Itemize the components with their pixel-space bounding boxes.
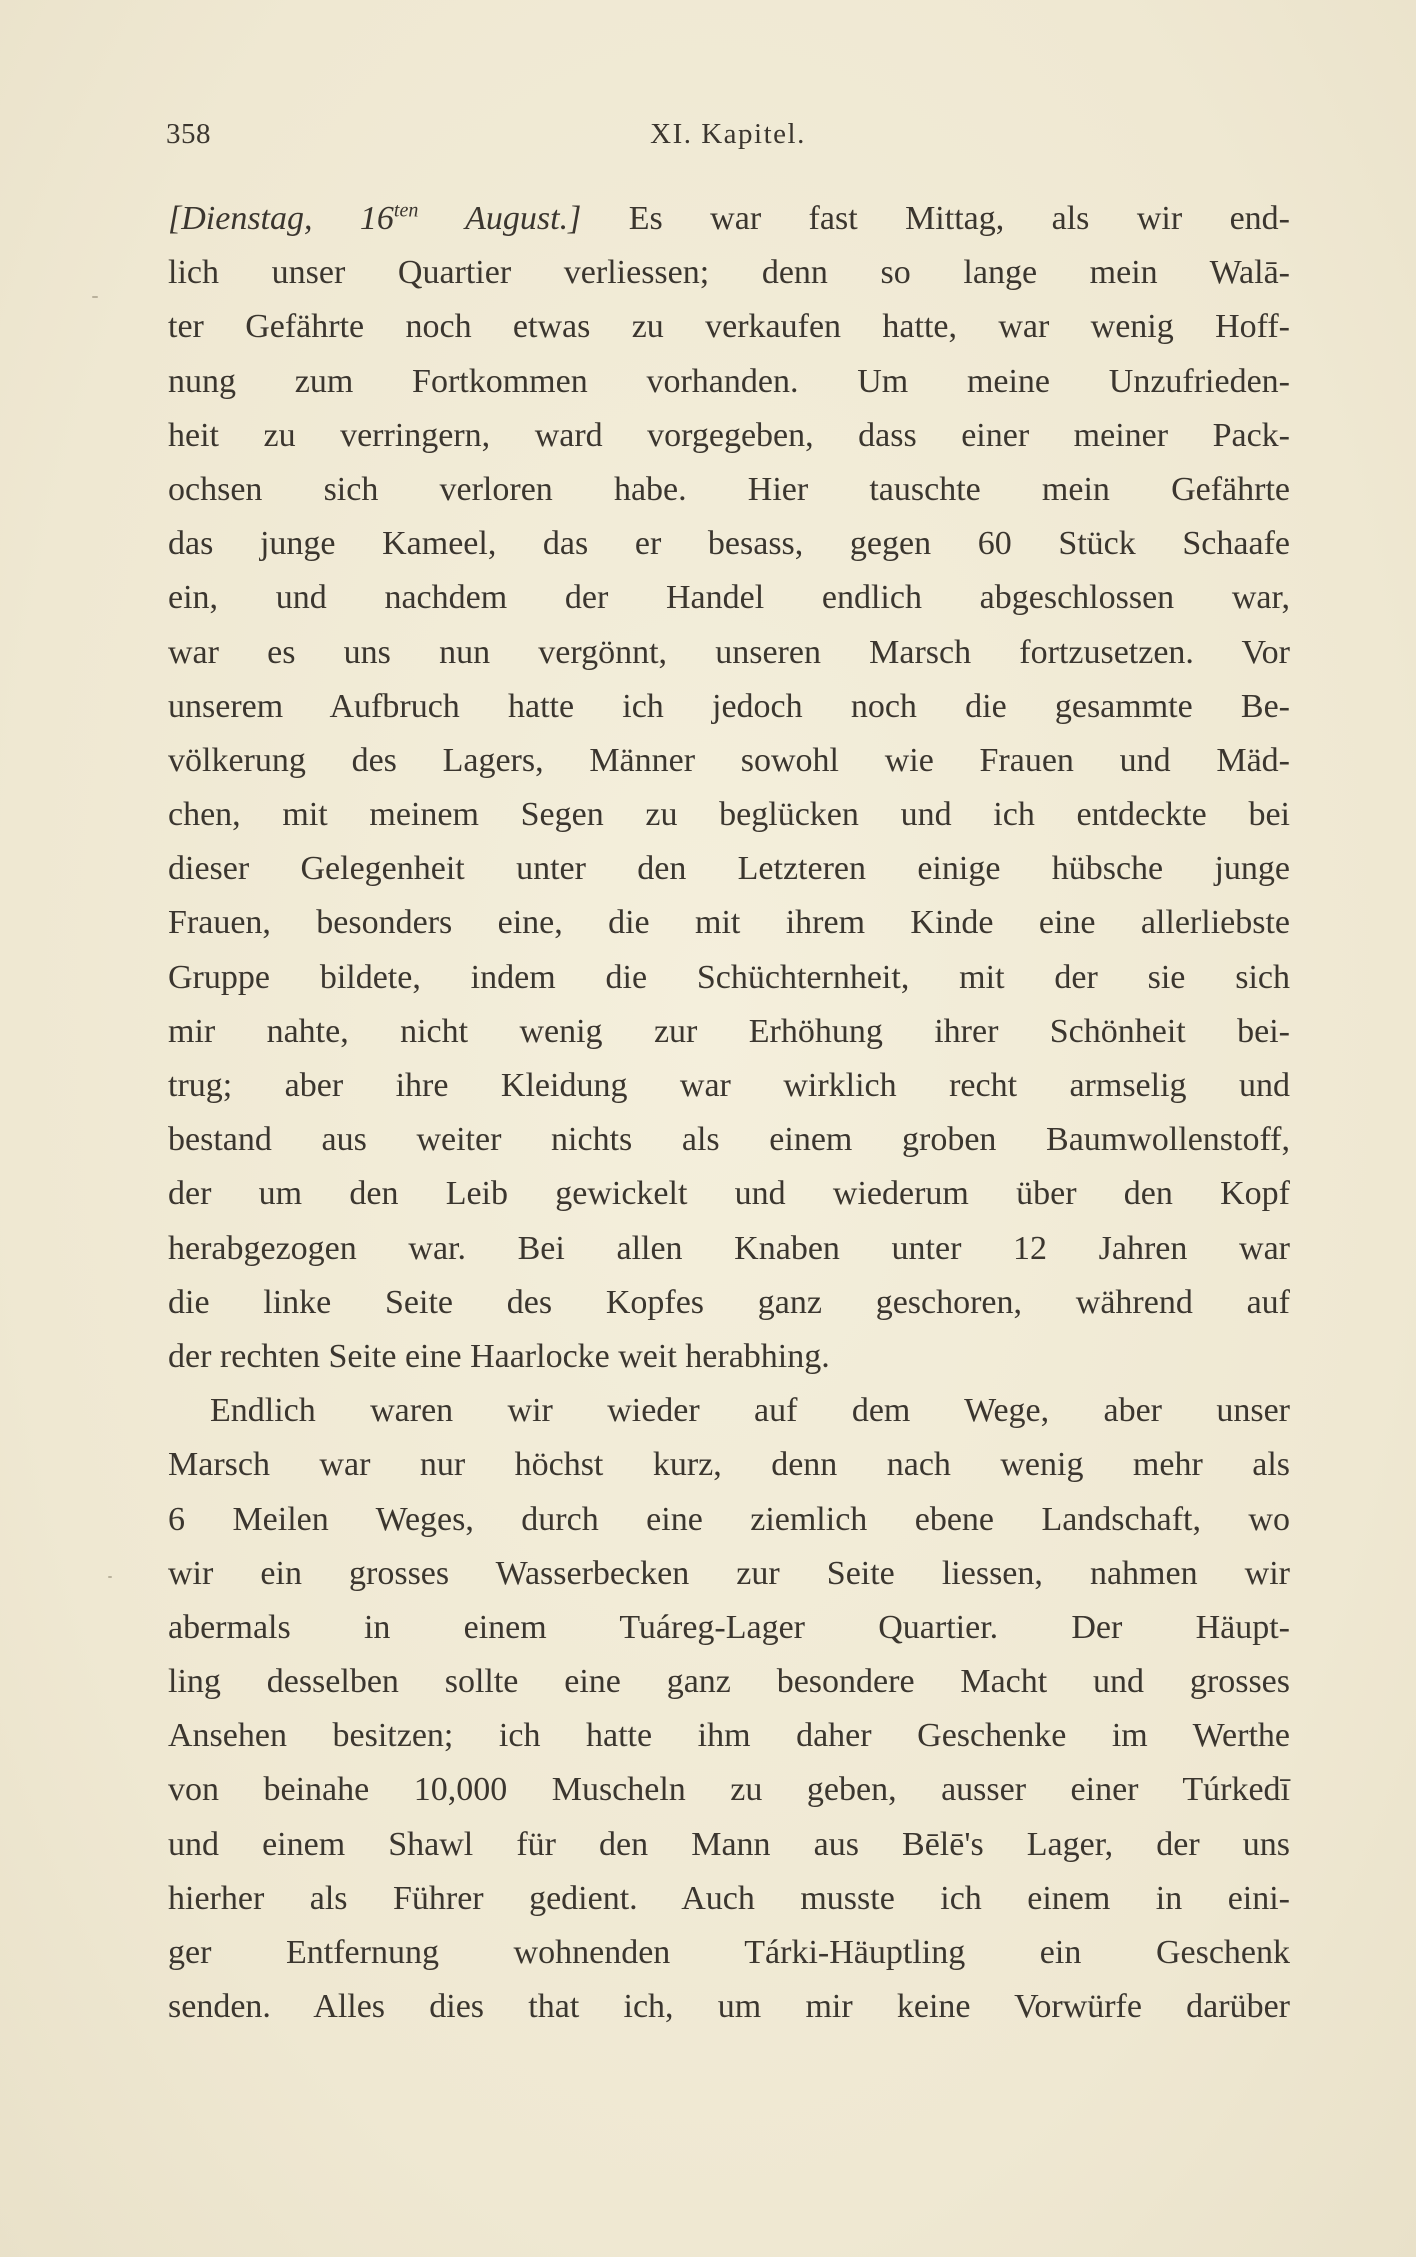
- text-line: bestand aus weiter nichts als einem groben Baumwollenstoff,: [168, 1121, 1290, 1159]
- page-number: 358: [166, 118, 211, 150]
- text-line: trug; aber ihre Kleidung war wirklich recht armselig und: [168, 1067, 1290, 1104]
- text-line: und einem Shawl für den Mann aus Bēlē's Lager, der uns: [168, 1825, 1290, 1863]
- running-head: XI. Kapitel.: [650, 118, 806, 150]
- text-line: war es uns nun vergönnt, unseren Marsch fortzusetzen. Vor: [168, 633, 1290, 671]
- text-line: lich unser Quartier verliessen; denn so lange mein Walā-: [168, 254, 1290, 292]
- text-line: das junge Kameel, das er besass, gegen 60 Stück Schaafe: [168, 525, 1290, 563]
- text-line: dieser Gelegenheit unter den Letzteren einige hübsche junge: [168, 850, 1290, 888]
- text-line: abermals in einem Tuáreg-Lager Quartier. Der Häupt-: [168, 1608, 1290, 1646]
- text-line: ter Gefährte noch etwas zu verkaufen hatte, war wenig Hoff-: [168, 308, 1290, 346]
- text-line: völkerung des Lagers, Männer sowohl wie Frauen und Mäd-: [168, 741, 1290, 779]
- text-line: 6 Meilen Weges, durch eine ziemlich ebene Landschaft, wo: [168, 1500, 1290, 1538]
- text-line: ger Entfernung wohnenden Tárki-Häuptling ein Geschenk: [168, 1934, 1290, 1971]
- text-line: ochsen sich verloren habe. Hier tauschte mein Gefährte: [168, 470, 1290, 508]
- text-line: mir nahte, nicht wenig zur Erhöhung ihrer Schönheit bei-: [168, 1012, 1290, 1050]
- paper-speck: [92, 296, 98, 298]
- text-line: nung zum Fortkommen vorhanden. Um meine Unzufrieden-: [168, 362, 1290, 400]
- text-line: unserem Aufbruch hatte ich jedoch noch die gesammte Be-: [168, 687, 1290, 725]
- text-line: heit zu verringern, ward vorgegeben, dass einer meiner Pack-: [168, 416, 1290, 454]
- text-line: Frauen, besonders eine, die mit ihrem Kinde eine allerliebste: [168, 904, 1290, 942]
- text-line: senden. Alles dies that ich, um mir keine Vorwürfe darüber: [168, 1988, 1290, 2026]
- text-line: der um den Leib gewickelt und wiederum über den Kopf: [168, 1175, 1290, 1213]
- body-text: [168, 192, 1290, 2034]
- page-header: [166, 118, 1290, 158]
- text-line: Endlich waren wir wieder auf dem Wege, aber unser: [210, 1392, 1290, 1430]
- text-line: chen, mit meinem Segen zu beglücken und ich entdeckte bei: [168, 796, 1290, 834]
- paragraph-2: [168, 1384, 1290, 2034]
- text-line: von beinahe 10,000 Muscheln zu geben, ausser einer Túrkedī: [168, 1771, 1290, 1809]
- text-line: hierher als Führer gedient. Auch musste ich einem in eini-: [168, 1879, 1290, 1917]
- text-line: die linke Seite des Kopfes ganz geschoren, während auf: [168, 1283, 1290, 1321]
- text-line: [Dienstag, $16^{ten}$ August.] Es war fast Mittag, als wir end-: [168, 199, 1290, 237]
- paragraph-1: [168, 192, 1290, 1384]
- text-line: herabgezogen war. Bei allen Knaben unter 12 Jahren war: [168, 1229, 1290, 1267]
- text-line: der rechten Seite eine Haarlocke weit herabhing.: [168, 1337, 830, 1375]
- text-line: ein, und nachdem der Handel endlich abgeschlossen war,: [168, 579, 1290, 617]
- text-line: ling desselben sollte eine ganz besondere Macht und grosses: [168, 1663, 1290, 1701]
- text-line: Marsch war nur höchst kurz, denn nach wenig mehr als: [168, 1446, 1290, 1484]
- text-line: Gruppe bildete, indem die Schüchternheit, mit der sie sich: [168, 958, 1290, 996]
- text-line: wir ein grosses Wasserbecken zur Seite liessen, nahmen wir: [168, 1554, 1290, 1592]
- date-heading: [Dienstag, $16^{ten}$ August.]: [168, 199, 582, 237]
- text-line: Ansehen besitzen; ich hatte ihm daher Geschenke im Werthe: [168, 1717, 1290, 1755]
- paper-speck: [108, 1576, 112, 1578]
